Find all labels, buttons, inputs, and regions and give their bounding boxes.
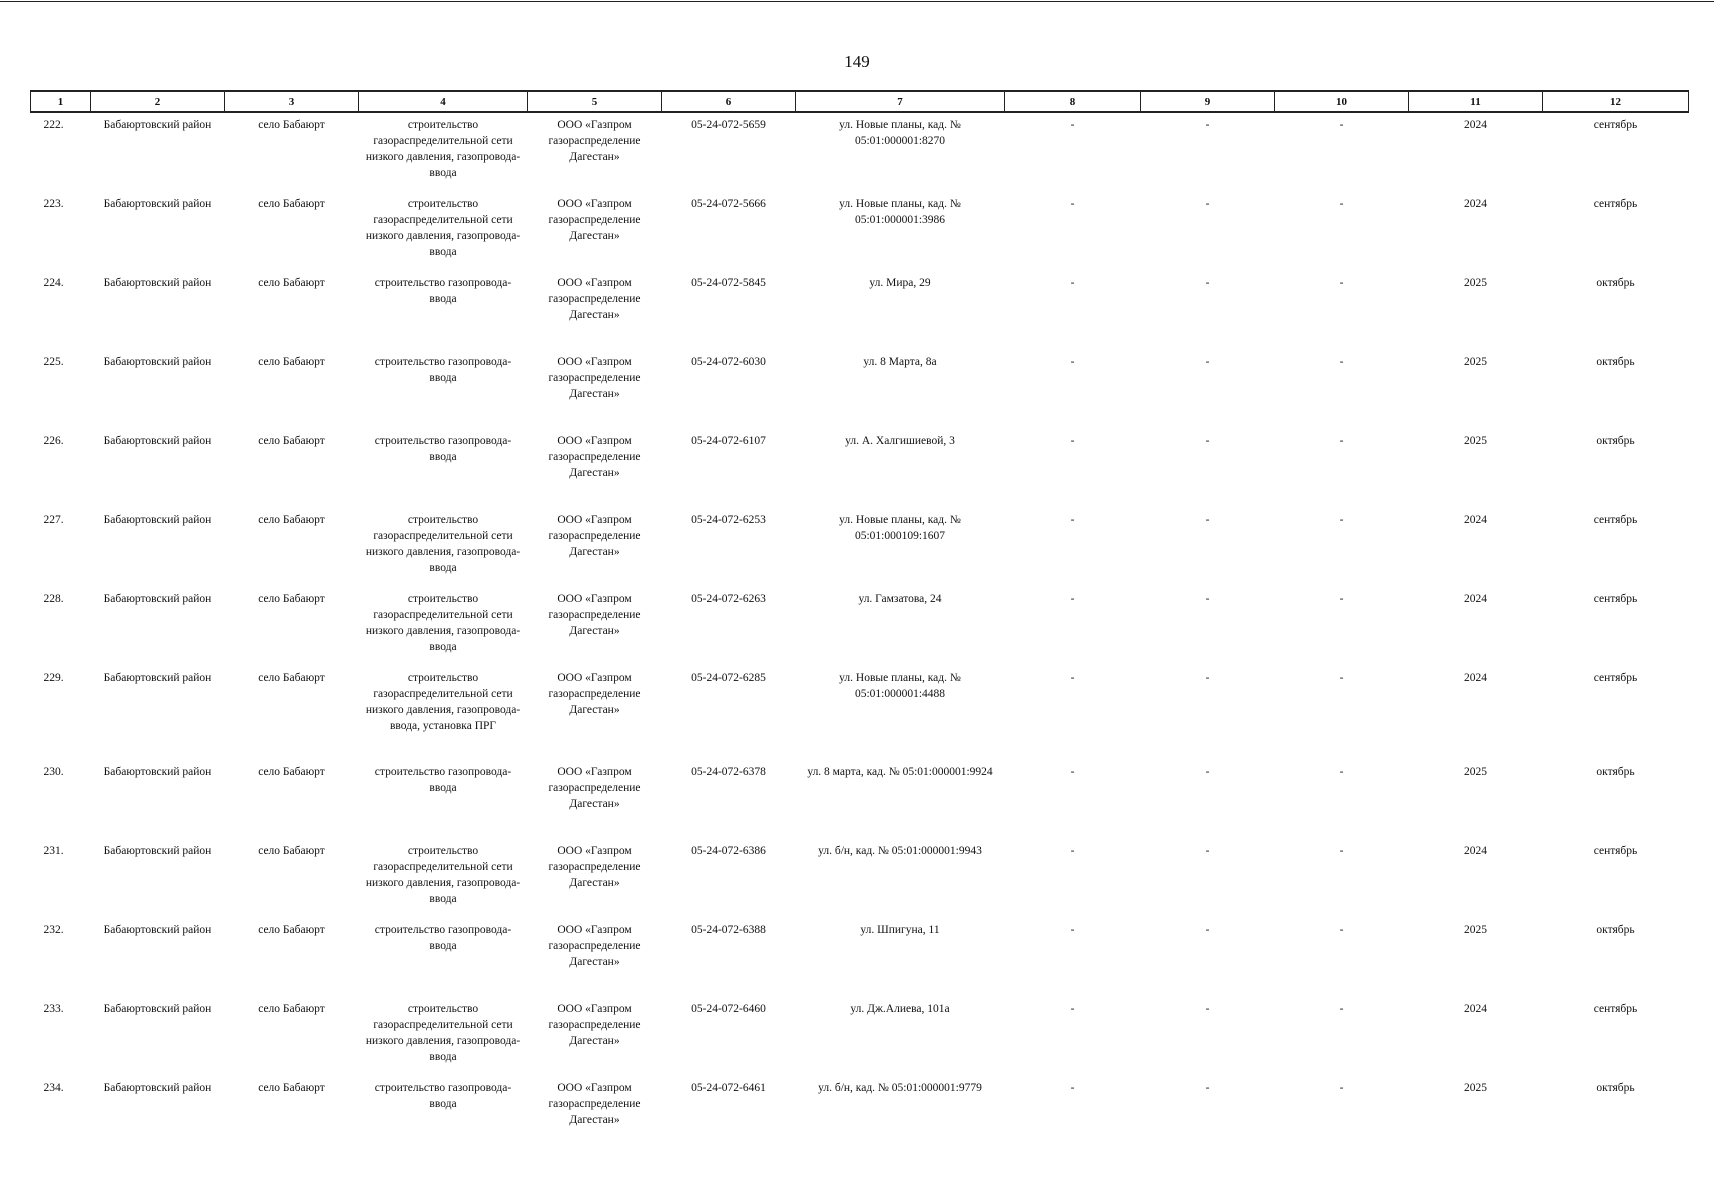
year-cell: 2025 (1464, 356, 1487, 368)
column-header: 12 (1543, 91, 1689, 112)
organization-cell: ООО «Газпром газораспределение Дагестан» (548, 1082, 641, 1126)
row-number-cell: 226. (43, 435, 64, 447)
column-10-cell: - (1339, 435, 1344, 447)
address-cell: ул. б/н, кад. № 05:01:000001:9779 (818, 1082, 982, 1094)
row-number-cell: 224. (43, 277, 64, 289)
column-8-cell: - (1070, 1003, 1075, 1015)
work-type-cell: строительство газопровода-ввода (374, 924, 512, 952)
application-code-cell: 05-24-072-6107 (691, 435, 766, 447)
work-type-cell: строительство газораспределительной сети низкого давления, газопровода-ввода, установка ПРГ (365, 672, 521, 732)
settlement-cell: село Бабаюрт (258, 198, 325, 210)
work-type-cell: строительство газораспределительной сети низкого давления, газопровода-ввода (365, 514, 521, 574)
month-cell: сентябрь (1593, 593, 1638, 605)
column-header: 7 (796, 91, 1005, 112)
work-type-cell: строительство газораспределительной сети низкого давления, газопровода-ввода (365, 593, 521, 653)
column-8-cell: - (1070, 593, 1075, 605)
column-9-cell: - (1205, 924, 1210, 936)
row-number-cell: 233. (43, 1003, 64, 1015)
column-header: 11 (1409, 91, 1543, 112)
table-row (31, 429, 1689, 508)
column-10-cell: - (1339, 672, 1344, 684)
address-cell: ул. А. Халгишиевой, 3 (845, 435, 955, 447)
settlement-cell: село Бабаюрт (258, 1003, 325, 1015)
month-cell: октябрь (1596, 356, 1635, 368)
table-row (31, 587, 1689, 666)
month-cell: октябрь (1596, 277, 1635, 289)
year-cell: 2024 (1464, 514, 1487, 526)
month-cell: сентябрь (1593, 198, 1638, 210)
row-number-cell: 228. (43, 593, 64, 605)
column-9-cell: - (1205, 593, 1210, 605)
work-type-cell: строительство газораспределительной сети низкого давления, газопровода-ввода (365, 119, 521, 179)
district-cell: Бабаюртовский район (103, 514, 212, 526)
settlement-cell: село Бабаюрт (258, 672, 325, 684)
address-cell: ул. Новые планы, кад. № 05:01:000001:4488 (839, 672, 961, 700)
table-row (31, 760, 1689, 839)
column-header: 4 (359, 91, 528, 112)
organization-cell: ООО «Газпром газораспределение Дагестан» (548, 924, 641, 968)
table-row (31, 1076, 1689, 1155)
column-number-header-row (31, 91, 1689, 112)
column-10-cell: - (1339, 1003, 1344, 1015)
table-row (31, 350, 1689, 429)
year-cell: 2024 (1464, 593, 1487, 605)
district-cell: Бабаюртовский район (103, 435, 212, 447)
work-type-cell: строительство газопровода-ввода (374, 1082, 512, 1110)
settlement-cell: село Бабаюрт (258, 766, 325, 778)
column-9-cell: - (1205, 277, 1210, 289)
work-type-cell: строительство газопровода-ввода (374, 766, 512, 794)
table-row (31, 508, 1689, 587)
row-number-cell: 222. (43, 119, 64, 131)
column-8-cell: - (1070, 924, 1075, 936)
settlement-cell: село Бабаюрт (258, 1082, 325, 1094)
application-code-cell: 05-24-072-6378 (691, 766, 766, 778)
district-cell: Бабаюртовский район (103, 672, 212, 684)
row-number-cell: 234. (43, 1082, 64, 1094)
settlement-cell: село Бабаюрт (258, 356, 325, 368)
month-cell: октябрь (1596, 1082, 1635, 1094)
month-cell: сентябрь (1593, 672, 1638, 684)
column-9-cell: - (1205, 514, 1210, 526)
settlement-cell: село Бабаюрт (258, 593, 325, 605)
column-9-cell: - (1205, 845, 1210, 857)
organization-cell: ООО «Газпром газораспределение Дагестан» (548, 435, 641, 479)
application-code-cell: 05-24-072-5666 (691, 198, 766, 210)
district-cell: Бабаюртовский район (103, 198, 212, 210)
column-header: 8 (1005, 91, 1141, 112)
column-header: 3 (225, 91, 359, 112)
column-10-cell: - (1339, 1082, 1344, 1094)
column-10-cell: - (1339, 845, 1344, 857)
year-cell: 2024 (1464, 845, 1487, 857)
column-8-cell: - (1070, 198, 1075, 210)
address-cell: ул. Дж.Алиева, 101а (850, 1003, 950, 1015)
month-cell: октябрь (1596, 435, 1635, 447)
work-type-cell: строительство газопровода-ввода (374, 277, 512, 305)
column-10-cell: - (1339, 277, 1344, 289)
district-cell: Бабаюртовский район (103, 356, 212, 368)
settlement-cell: село Бабаюрт (258, 435, 325, 447)
application-code-cell: 05-24-072-6285 (691, 672, 766, 684)
address-cell: ул. Шпигуна, 11 (860, 924, 940, 936)
year-cell: 2025 (1464, 924, 1487, 936)
column-10-cell: - (1339, 766, 1344, 778)
column-8-cell: - (1070, 119, 1075, 131)
work-type-cell: строительство газораспределительной сети низкого давления, газопровода-ввода (365, 198, 521, 258)
address-cell: ул. б/н, кад. № 05:01:000001:9943 (818, 845, 982, 857)
column-10-cell: - (1339, 198, 1344, 210)
organization-cell: ООО «Газпром газораспределение Дагестан» (548, 356, 641, 400)
table-row (31, 997, 1689, 1076)
application-code-cell: 05-24-072-6461 (691, 1082, 766, 1094)
column-10-cell: - (1339, 514, 1344, 526)
table-row (31, 271, 1689, 350)
organization-cell: ООО «Газпром газораспределение Дагестан» (548, 277, 641, 321)
address-cell: ул. 8 Марта, 8а (863, 356, 937, 368)
settlement-cell: село Бабаюрт (258, 514, 325, 526)
row-number-cell: 230. (43, 766, 64, 778)
application-code-cell: 05-24-072-6386 (691, 845, 766, 857)
column-header: 6 (662, 91, 796, 112)
year-cell: 2024 (1464, 198, 1487, 210)
month-cell: октябрь (1596, 766, 1635, 778)
table-row (31, 112, 1689, 192)
table-row (31, 918, 1689, 997)
year-cell: 2025 (1464, 1082, 1487, 1094)
column-10-cell: - (1339, 593, 1344, 605)
column-header: 9 (1141, 91, 1275, 112)
column-8-cell: - (1070, 1082, 1075, 1094)
row-number-cell: 232. (43, 924, 64, 936)
row-number-cell: 231. (43, 845, 64, 857)
month-cell: сентябрь (1593, 1003, 1638, 1015)
row-number-cell: 229. (43, 672, 64, 684)
column-8-cell: - (1070, 766, 1075, 778)
organization-cell: ООО «Газпром газораспределение Дагестан» (548, 766, 641, 810)
column-9-cell: - (1205, 1003, 1210, 1015)
district-cell: Бабаюртовский район (103, 1003, 212, 1015)
organization-cell: ООО «Газпром газораспределение Дагестан» (548, 593, 641, 637)
address-cell: ул. Мира, 29 (869, 277, 931, 289)
settlement-cell: село Бабаюрт (258, 119, 325, 131)
settlement-cell: село Бабаюрт (258, 924, 325, 936)
settlement-cell: село Бабаюрт (258, 277, 325, 289)
column-9-cell: - (1205, 435, 1210, 447)
row-number-cell: 223. (43, 198, 64, 210)
year-cell: 2024 (1464, 1003, 1487, 1015)
row-number-cell: 225. (43, 356, 64, 368)
column-8-cell: - (1070, 277, 1075, 289)
gas-connection-register-table (30, 90, 1689, 1155)
organization-cell: ООО «Газпром газораспределение Дагестан» (548, 119, 641, 163)
column-10-cell: - (1339, 924, 1344, 936)
table-row (31, 839, 1689, 918)
column-8-cell: - (1070, 435, 1075, 447)
district-cell: Бабаюртовский район (103, 766, 212, 778)
month-cell: сентябрь (1593, 845, 1638, 857)
application-code-cell: 05-24-072-6253 (691, 514, 766, 526)
settlement-cell: село Бабаюрт (258, 845, 325, 857)
column-header: 2 (91, 91, 225, 112)
table-row (31, 666, 1689, 760)
column-9-cell: - (1205, 766, 1210, 778)
year-cell: 2024 (1464, 672, 1487, 684)
district-cell: Бабаюртовский район (103, 845, 212, 857)
address-cell: ул. Новые планы, кад. № 05:01:000001:8270 (839, 119, 961, 147)
column-8-cell: - (1070, 845, 1075, 857)
organization-cell: ООО «Газпром газораспределение Дагестан» (548, 845, 641, 889)
column-8-cell: - (1070, 672, 1075, 684)
address-cell: ул. Гамзатова, 24 (858, 593, 942, 605)
column-8-cell: - (1070, 356, 1075, 368)
row-number-cell: 227. (43, 514, 64, 526)
organization-cell: ООО «Газпром газораспределение Дагестан» (548, 672, 641, 716)
district-cell: Бабаюртовский район (103, 1082, 212, 1094)
work-type-cell: строительство газораспределительной сети низкого давления, газопровода-ввода (365, 845, 521, 905)
work-type-cell: строительство газопровода-ввода (374, 435, 512, 463)
table-body (31, 112, 1689, 1155)
page-number: 149 (844, 52, 870, 71)
address-cell: ул. Новые планы, кад. № 05:01:000109:1607 (839, 514, 961, 542)
organization-cell: ООО «Газпром газораспределение Дагестан» (548, 1003, 641, 1047)
district-cell: Бабаюртовский район (103, 924, 212, 936)
column-9-cell: - (1205, 356, 1210, 368)
column-9-cell: - (1205, 198, 1210, 210)
month-cell: октябрь (1596, 924, 1635, 936)
column-10-cell: - (1339, 119, 1344, 131)
application-code-cell: 05-24-072-5659 (691, 119, 766, 131)
column-header: 5 (528, 91, 662, 112)
month-cell: сентябрь (1593, 514, 1638, 526)
column-9-cell: - (1205, 119, 1210, 131)
year-cell: 2025 (1464, 766, 1487, 778)
address-cell: ул. Новые планы, кад. № 05:01:000001:3986 (839, 198, 961, 226)
table-row (31, 192, 1689, 271)
year-cell: 2024 (1464, 119, 1487, 131)
year-cell: 2025 (1464, 277, 1487, 289)
top-border-line (0, 1, 1714, 2)
column-9-cell: - (1205, 672, 1210, 684)
work-type-cell: строительство газораспределительной сети низкого давления, газопровода-ввода (365, 1003, 521, 1063)
organization-cell: ООО «Газпром газораспределение Дагестан» (548, 198, 641, 242)
address-cell: ул. 8 марта, кад. № 05:01:000001:9924 (807, 766, 993, 778)
district-cell: Бабаюртовский район (103, 277, 212, 289)
column-10-cell: - (1339, 356, 1344, 368)
column-9-cell: - (1205, 1082, 1210, 1094)
year-cell: 2025 (1464, 435, 1487, 447)
work-type-cell: строительство газопровода-ввода (374, 356, 512, 384)
column-header: 1 (31, 91, 91, 112)
column-8-cell: - (1070, 514, 1075, 526)
organization-cell: ООО «Газпром газораспределение Дагестан» (548, 514, 641, 558)
application-code-cell: 05-24-072-6388 (691, 924, 766, 936)
district-cell: Бабаюртовский район (103, 119, 212, 131)
application-code-cell: 05-24-072-6460 (691, 1003, 766, 1015)
column-header: 10 (1275, 91, 1409, 112)
district-cell: Бабаюртовский район (103, 593, 212, 605)
application-code-cell: 05-24-072-6030 (691, 356, 766, 368)
application-code-cell: 05-24-072-5845 (691, 277, 766, 289)
month-cell: сентябрь (1593, 119, 1638, 131)
application-code-cell: 05-24-072-6263 (691, 593, 766, 605)
